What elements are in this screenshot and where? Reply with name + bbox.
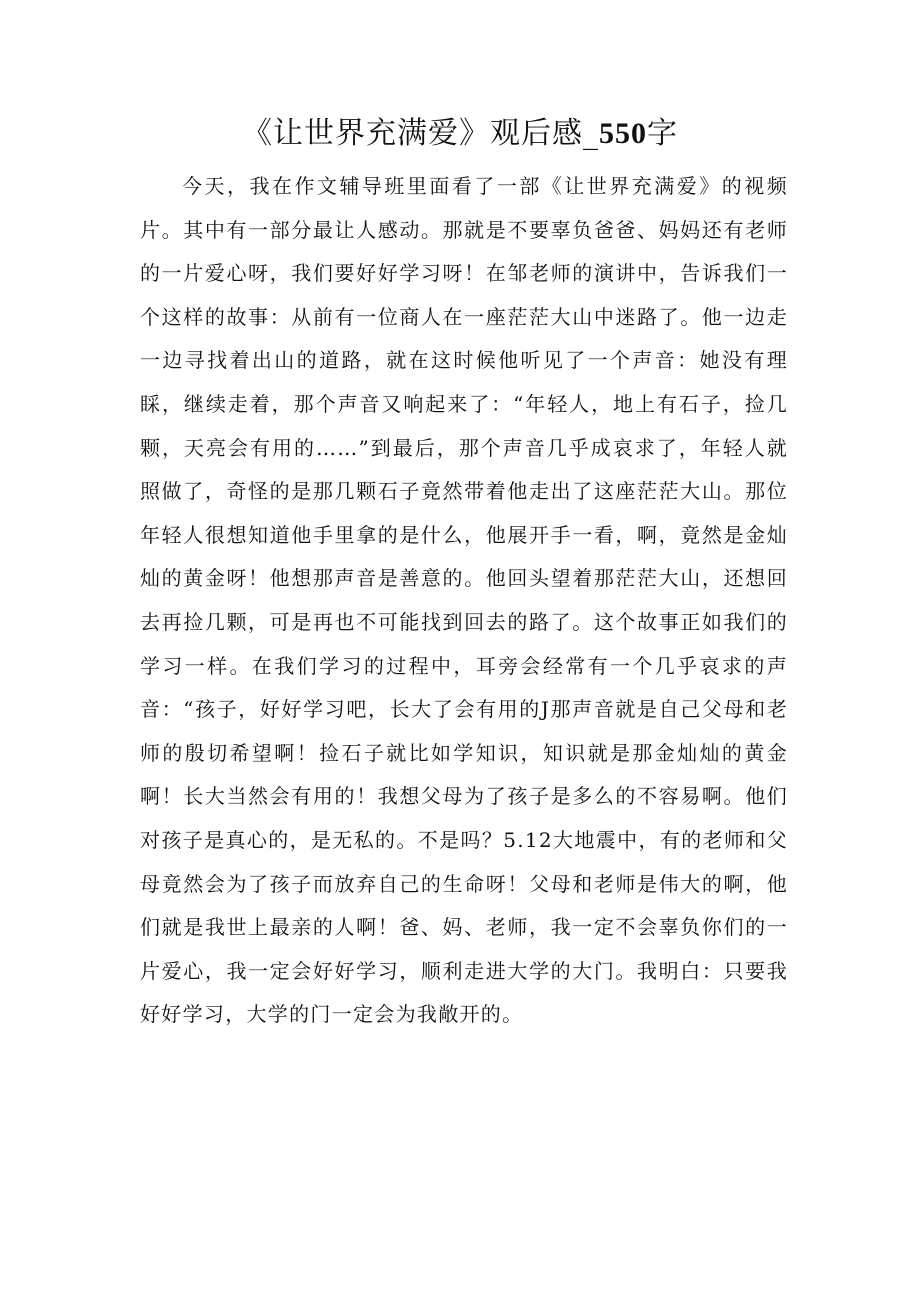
body-paragraph: 今天，我在作文辅导班里面看了一部《让世界充满爱》的视频片。其中有一部分最让人感动。那就是不要辜负爸爸、妈妈还有老师的一片爱心呀，我们要好好学习呀！在邹老师的演讲中，告诉我们一个这样的故事：从前有一位商人在一座茫茫大山中迷路了。他一边走一边寻找着出山的道路，就在这时候他听见了一个声音：她没有理睬，继续走着，那个声音又响起来了：“年轻人，地上有石子，捡几颗，天亮会有用的……”到最后，那个声音几乎成哀求了，年轻人就照做了，奇怪的是那几颗石子竟然带着他走出了这座茫茫大山。那位年轻人很想知道他手里拿的是什么，他展开手一看，啊，竟然是金灿灿的黄金呀！他想那声音是善意的。他回头望着那茫茫大山，还想回去再捡几颗，可是再也不可能找到回去的路了。这个故事正如我们的学习一样。在我们学习的过程中，耳旁会经常有一个几乎哀求的声音：“孩子，好好学习吧，长大了会有用的J那声音就是自己父母和老师的殷切希望啊！捡石子就比如学知识，知识就是那金灿灿的黄金啊！长大当然会有用的！我想父母为了孩子是多么的不容易啊。他们对孩子是真心的，是无私的。不是吗？5.12大地震中，有的老师和父母竟然会为了孩子而放弃自己的生命呀！父母和老师是伟大的啊，他们就是我世上最亲的人啊！爸、妈、老师，我一定不会辜负你们的一片爱心，我一定会好好学习，顺利走进大学的大门。我明白：只要我好好学习，大学的门一定会为我敞开的。 — [140, 174, 788, 1027]
title-main: 《让世界充满爱》观后感_ — [242, 116, 599, 151]
title-suffix: 字 — [647, 116, 678, 151]
title-number: 550 — [599, 117, 647, 150]
document-title — [0, 108, 920, 160]
